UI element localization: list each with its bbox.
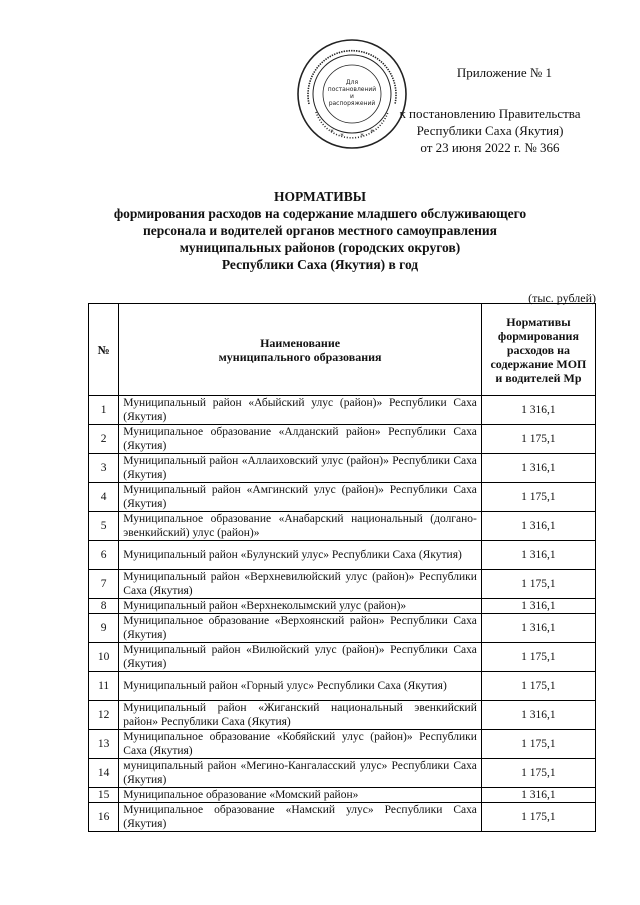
row-value: 1 175,1 — [481, 425, 595, 454]
table-row — [89, 759, 596, 788]
row-number: 13 — [89, 730, 119, 759]
row-number: 4 — [89, 483, 119, 512]
row-value: 1 316,1 — [481, 788, 595, 803]
header-name-line: Наименование — [260, 335, 341, 350]
decree-date: от 23 июня 2022 г. № 366 — [420, 140, 560, 155]
table-row — [89, 803, 596, 832]
table-row — [89, 730, 596, 759]
table-row — [89, 672, 596, 701]
svg-text:*: * — [340, 132, 344, 140]
row-value: 1 175,1 — [481, 643, 595, 672]
table-row — [89, 788, 596, 803]
row-value: 1 175,1 — [481, 570, 595, 599]
row-number: 5 — [89, 512, 119, 541]
row-number: 12 — [89, 701, 119, 730]
row-number: 6 — [89, 541, 119, 570]
row-name: Муниципальный район «Вилюйский улус (район)» Республики Саха (Якутия) — [119, 643, 482, 672]
title-line: муниципальных районов (городских округов) — [179, 240, 461, 255]
svg-text:постановлений: постановлений — [327, 86, 377, 93]
row-name: Муниципальный район «Жиганский национальный эвенкийский район» Республики Саха (Якутия) — [119, 701, 482, 730]
row-number: 10 — [89, 643, 119, 672]
row-number: 7 — [89, 570, 119, 599]
row-name: Муниципальное образование «Анабарский национальный (долгано-эвенкийский) улус (район)» — [119, 512, 482, 541]
row-value: 1 175,1 — [481, 672, 595, 701]
table-row — [89, 454, 596, 483]
norms-table — [88, 303, 596, 832]
title-line: Республики Саха (Якутия) в год — [221, 257, 419, 272]
table-row — [89, 614, 596, 643]
table-row — [89, 425, 596, 454]
row-name: Муниципальный район «Аллаиховский улус (район)» Республики Саха (Якутия) — [119, 454, 482, 483]
row-number: 2 — [89, 425, 119, 454]
row-value: 1 175,1 — [481, 759, 595, 788]
table-row — [89, 483, 596, 512]
svg-text:*: * — [370, 128, 374, 136]
row-name: Муниципальный район «Булунский улус» Республики Саха (Якутия) — [119, 541, 482, 570]
row-name: Муниципальный район «Амгинский улус (район)» Республики Саха (Якутия) — [119, 483, 482, 512]
row-name: Муниципальное образование «Алданский район» Республики Саха (Якутия) — [119, 425, 482, 454]
units-note: (тыс. рублей) — [528, 291, 596, 305]
row-number: 15 — [89, 788, 119, 803]
row-name: Муниципальное образование «Верхоянский район» Республики Саха (Якутия) — [119, 614, 482, 643]
svg-text:*: * — [330, 128, 334, 136]
table-body — [89, 396, 596, 832]
header-name-line: муниципального образования — [218, 349, 382, 364]
title-line: персонала и водителей органов местного самоуправления — [143, 223, 497, 238]
row-name: Муниципальное образование «Кобяйский улус (район)» Республики Саха (Якутия) — [119, 730, 482, 759]
header-value: Нормативы формирования расходов на содержание МОП и водителей Мр — [481, 304, 595, 396]
row-name: Муниципальный район «Верхнеколымский улус (район)» — [119, 599, 482, 614]
title-line: формирования расходов на содержание младшего обслуживающего — [113, 206, 527, 221]
row-number: 3 — [89, 454, 119, 483]
row-name: муниципальный район «Мегино-Кангаласский улус» Республики Саха (Якутия) — [119, 759, 482, 788]
table-row — [89, 570, 596, 599]
document-title — [100, 188, 540, 273]
row-name: Муниципальный район «Верхневилюйский улус (район)» Республики Саха (Якутия) — [119, 570, 482, 599]
header-number: № — [89, 304, 119, 396]
header-name — [119, 304, 482, 396]
row-name: Муниципальное образование «Момский район» — [119, 788, 482, 803]
row-value: 1 175,1 — [481, 483, 595, 512]
row-value: 1 316,1 — [481, 541, 595, 570]
row-name: Муниципальный район «Абыйский улус (район)» Республики Саха (Якутия) — [119, 396, 482, 425]
svg-text:*: * — [360, 132, 364, 140]
table-row — [89, 643, 596, 672]
row-name: Муниципальный район «Горный улус» Республики Саха (Якутия) — [119, 672, 482, 701]
row-number: 16 — [89, 803, 119, 832]
svg-text:и: и — [350, 93, 354, 100]
row-number: 11 — [89, 672, 119, 701]
decree-line: Республики Саха (Якутия) — [416, 123, 564, 138]
table-row — [89, 541, 596, 570]
row-number: 8 — [89, 599, 119, 614]
row-number: 9 — [89, 614, 119, 643]
row-value: 1 175,1 — [481, 730, 595, 759]
row-value: 1 316,1 — [481, 512, 595, 541]
svg-text:распоряжений: распоряжений — [328, 100, 376, 107]
table-header-row — [89, 304, 596, 396]
title-line: НОРМАТИВЫ — [273, 189, 367, 204]
table-row — [89, 396, 596, 425]
row-value: 1 316,1 — [481, 454, 595, 483]
row-value: 1 316,1 — [481, 599, 595, 614]
appendix-header — [384, 64, 596, 156]
row-value: 1 316,1 — [481, 701, 595, 730]
row-number: 14 — [89, 759, 119, 788]
row-name: Муниципальное образование «Намский улус» Республики Саха (Якутия) — [119, 803, 482, 832]
appendix-number: Приложение № 1 — [456, 65, 552, 80]
table-row — [89, 701, 596, 730]
row-value: 1 175,1 — [481, 803, 595, 832]
row-number: 1 — [89, 396, 119, 425]
svg-text:Для: Для — [345, 79, 359, 86]
row-value: 1 316,1 — [481, 614, 595, 643]
decree-line: к постановлению Правительства — [399, 106, 581, 121]
table-row — [89, 512, 596, 541]
table-row — [89, 599, 596, 614]
row-value: 1 316,1 — [481, 396, 595, 425]
